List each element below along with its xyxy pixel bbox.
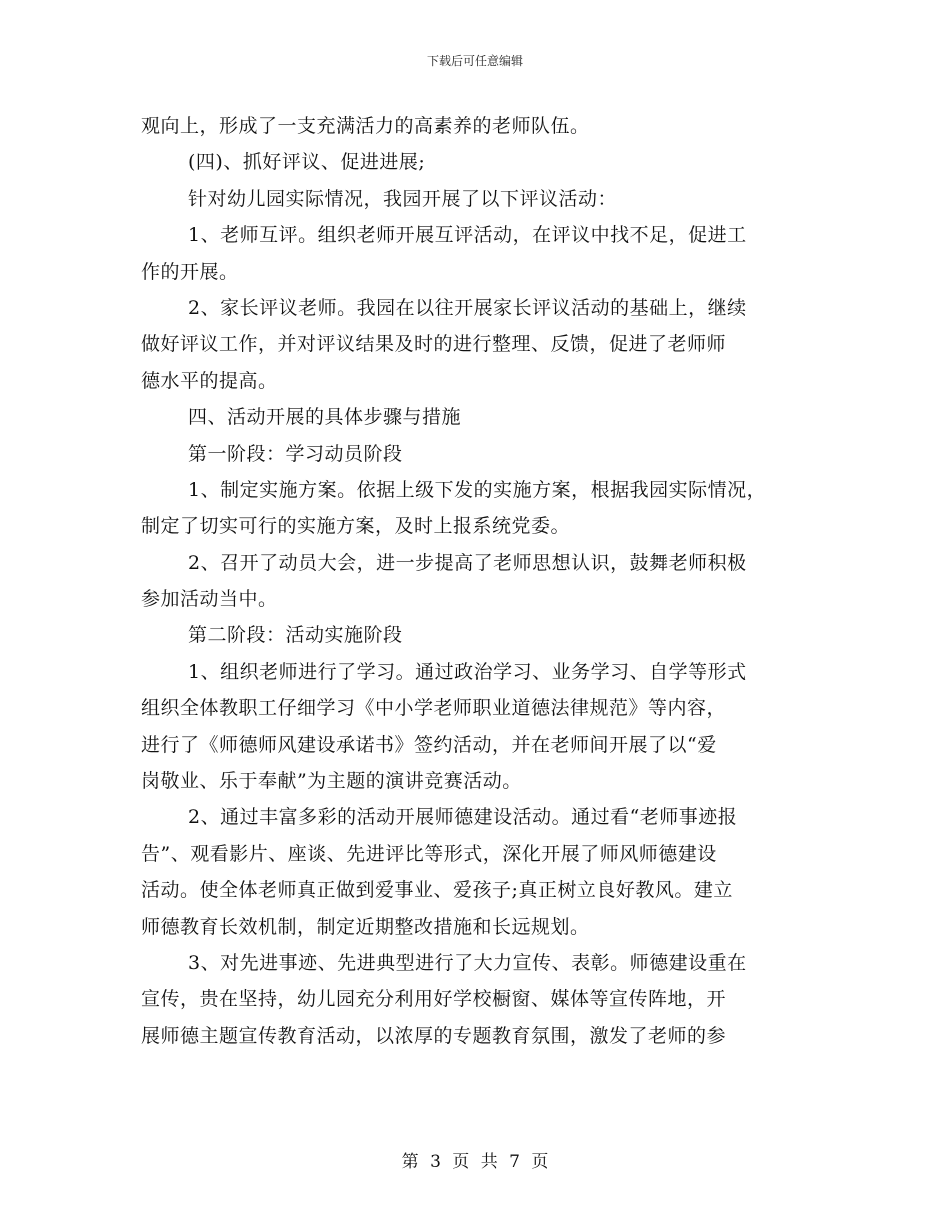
paragraph-line: 2、通过丰富多彩的活动开展师德建设活动。通过看“老师事迹报	[188, 806, 738, 829]
section-heading: 第二阶段：活动实施阶段	[188, 624, 403, 647]
paragraph-line: 进行了《师德师风建设承诺书》签约活动，并在老师间开展了以“爱	[141, 733, 717, 756]
page-number-footer: 第 3 页 共 7 页	[401, 1152, 549, 1172]
paragraph-line: 1、组织老师进行了学习。通过政治学习、业务学习、自学等形式	[188, 660, 747, 683]
paragraph-line: 组织全体教职工仔细学习《中小学老师职业道德法律规范》等内容，	[141, 697, 727, 720]
paragraph-line: 参加活动当中。	[141, 588, 278, 611]
paragraph-line: 观向上，形成了一支充满活力的高素养的老师队伍。	[141, 115, 590, 137]
section-heading: 第一阶段：学习动员阶段	[188, 442, 403, 465]
paragraph-line: 德水平的提高。	[141, 369, 278, 392]
paragraph-line: 2、家长评议老师。我园在以往开展家长评议活动的基础上，继续	[188, 296, 747, 319]
document-body	[141, 108, 811, 1054]
paragraph-line: 针对幼儿园实际情况，我园开展了以下评议活动：	[188, 187, 618, 210]
paragraph-line: 做好评议工作，并对评议结果及时的进行整理、反馈，促进了老师师	[141, 333, 727, 356]
paragraph-line: 作的开展。	[141, 260, 239, 283]
paragraph-line: 宣传，贵在坚持，幼儿园充分利用好学校橱窗、媒体等宣传阵地，开	[141, 988, 727, 1011]
paragraph-line: 告”、观看影片、座谈、先进评比等形式，深化开展了师风师德建设	[141, 842, 717, 865]
paragraph-line: 制定了切实可行的实施方案，及时上报系统党委。	[141, 515, 571, 538]
page-header: 下载后可任意编辑	[426, 54, 523, 68]
paragraph-line: 岗敬业、乐于奉献”为主题的演讲竞赛活动。	[141, 770, 522, 793]
paragraph-line: 1、老师互评。组织老师开展互评活动，在评议中找不足，促进工	[188, 224, 747, 247]
section-heading: 四、活动开展的具体步骤与措施	[188, 406, 462, 429]
paragraph-line: 3、对先进事迹、先进典型进行了大力宣传、表彰。师德建设重在	[188, 951, 747, 974]
paragraph-line: 1、制定实施方案。依据上级下发的实施方案，根据我园实际情况，	[188, 478, 767, 501]
paragraph-line: 活动。使全体老师真正做到爱事业、爱孩子;真正树立良好教风。建立	[141, 879, 733, 902]
paragraph-line: 师德教育长效机制，制定近期整改措施和长远规划。	[141, 915, 590, 938]
paragraph-line: 2、召开了动员大会，进一步提高了老师思想认识，鼓舞老师积极	[188, 551, 747, 574]
paragraph-line: 展师德主题宣传教育活动，以浓厚的专题教育氛围，激发了老师的参	[141, 1024, 727, 1047]
section-heading: (四)、抓好评议、促进进展;	[188, 151, 426, 174]
